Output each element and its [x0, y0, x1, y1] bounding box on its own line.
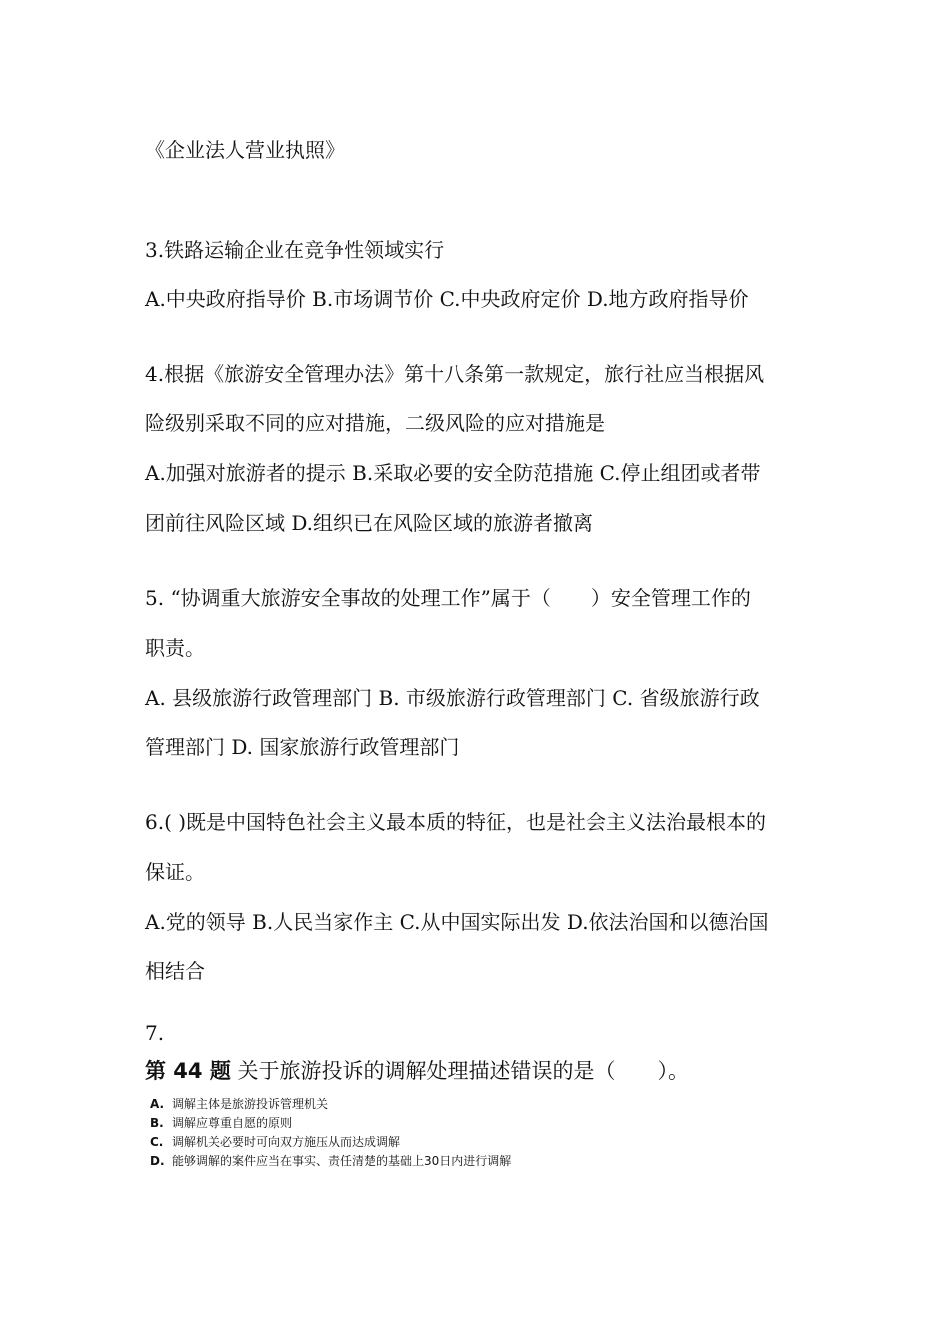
- question-7-option-c: [150, 1134, 400, 1150]
- question-7-option-a: [150, 1096, 328, 1112]
- option-key: C.: [150, 1135, 164, 1149]
- question-7-option-d: [150, 1153, 511, 1169]
- question-7-number: 7.: [145, 1021, 165, 1045]
- option-text: 调解主体是旅游投诉管理机关: [172, 1097, 329, 1111]
- question-3-stem: 3.铁路运输企业在竞争性领域实行: [145, 238, 445, 262]
- option-text: 调解应尊重自愿的原则: [172, 1116, 293, 1130]
- question-3-options: A.中央政府指导价 B.市场调节价 C.中央政府定价 D.地方政府指导价: [145, 287, 749, 311]
- question-6-options-line-1: A.党的领导 B.人民当家作主 C.从中国实际出发 D.依法治国和以德治国: [145, 910, 769, 934]
- question-4-options-line-1: A.加强对旅游者的提示 B.采取必要的安全防范措施 C.停止组团或者带: [145, 461, 761, 485]
- question-4-stem-line-1: 4.根据《旅游安全管理办法》第十八条第一款规定，旅行社应当根据风: [145, 362, 765, 386]
- question-5-options-line-2: 管理部门 D. 国家旅游行政管理部门: [145, 735, 460, 759]
- question-5-options-line-1: A. 县级旅游行政管理部门 B. 市级旅游行政管理部门 C. 省级旅游行政: [145, 686, 760, 710]
- option-text: 能够调解的案件应当在事实、责任清楚的基础上30日内进行调解: [172, 1154, 512, 1168]
- option-key: D.: [150, 1154, 165, 1168]
- question-7-title: [145, 1056, 689, 1086]
- question-4-stem-line-2: 险级别采取不同的应对措施，二级风险的应对措施是: [145, 411, 605, 435]
- question-7-prefix: 第 44 题: [145, 1059, 231, 1083]
- option-text: 调解机关必要时可向双方施压从而达成调解: [172, 1135, 401, 1149]
- question-6-stem-line-1: 6.( )既是中国特色社会主义最本质的特征，也是社会主义法治最根本的: [145, 810, 767, 834]
- option-key: A.: [150, 1097, 165, 1111]
- question-7-option-b: [150, 1115, 292, 1131]
- question-5-stem-line-2: 职责。: [145, 636, 205, 660]
- question-2-tail: 《企业法人营业执照》: [145, 138, 345, 162]
- question-6-stem-line-2: 保证。: [145, 860, 205, 884]
- option-key: B.: [150, 1116, 164, 1130]
- question-5-stem-line-1: 5. “协调重大旅游安全事故的处理工作”属于（ ）安全管理工作的: [145, 586, 751, 610]
- question-6-options-line-2: 相结合: [145, 959, 205, 983]
- question-7-text: 关于旅游投诉的调解处理描述错误的是（ ）。: [230, 1059, 690, 1083]
- question-4-options-line-2: 团前往风险区域 D.组织已在风险区域的旅游者撤离: [145, 511, 594, 535]
